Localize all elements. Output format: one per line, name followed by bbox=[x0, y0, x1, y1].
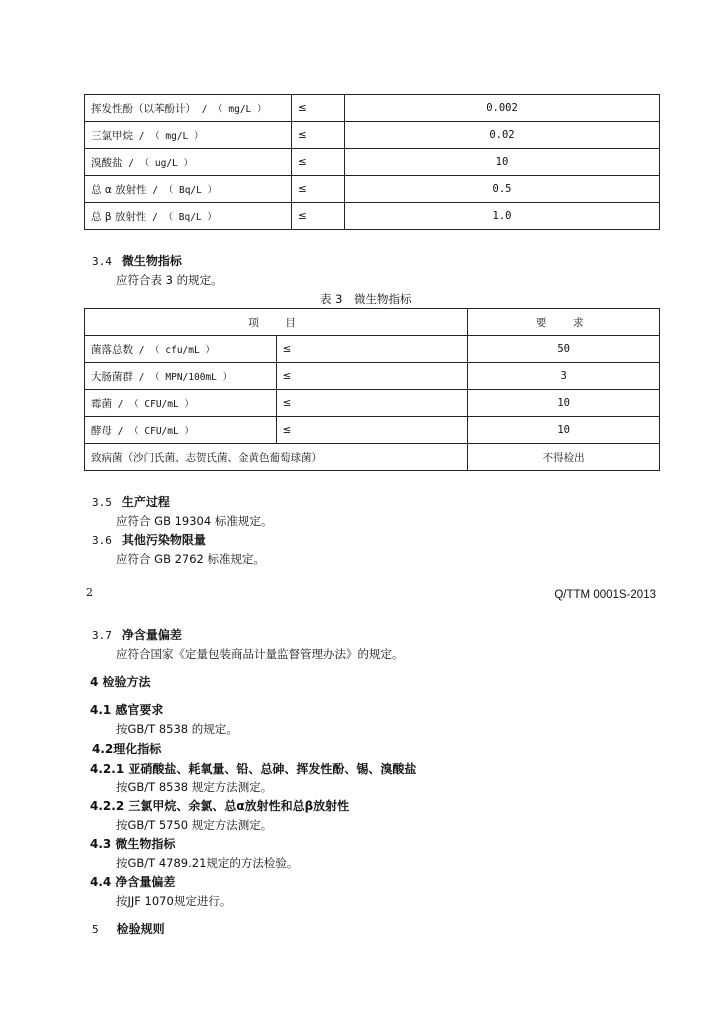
item-name: 菌落总数 bbox=[91, 343, 133, 356]
item-name: 致病菌（沙门氏菌、志贺氏菌、金黄色葡萄球菌） bbox=[85, 444, 468, 471]
item-name: 总 β 放射性 bbox=[91, 210, 147, 223]
table-caption: 表 3 微生物指标 bbox=[320, 292, 412, 306]
item-name: 大肠菌群 bbox=[91, 370, 133, 383]
limit-value: 0.5 bbox=[345, 176, 660, 203]
section-heading-3-7: 3.7 净含量偏差 bbox=[92, 628, 182, 642]
section-heading-4-2: 4.2理化指标 bbox=[92, 742, 162, 756]
section-text-3-7: 应符合国家《定量包装商品计量监督管理办法》的规定。 bbox=[116, 647, 404, 661]
item-unit: / （ Bq/L ） bbox=[146, 211, 217, 223]
indicator-table-continued bbox=[84, 94, 660, 230]
item-unit: / （ CFU/mL ） bbox=[112, 398, 194, 410]
item-unit: / （ CFU/mL ） bbox=[112, 425, 194, 437]
operator: ≤ bbox=[292, 122, 345, 149]
header-item: 项 目 bbox=[85, 309, 468, 336]
table-row bbox=[85, 149, 660, 176]
item-unit: / （ ug/L ） bbox=[122, 157, 193, 169]
section-text-4-2-2: 按GB/T 5750 规定方法测定。 bbox=[116, 818, 273, 832]
limit-value: 50 bbox=[468, 336, 660, 363]
operator: ≤ bbox=[292, 95, 345, 122]
limit-value: 不得检出 bbox=[468, 444, 660, 471]
item-name: 酵母 bbox=[91, 424, 112, 437]
operator: ≤ bbox=[276, 336, 468, 363]
operator: ≤ bbox=[292, 176, 345, 203]
item-name: 三氯甲烷 bbox=[91, 129, 133, 142]
table-row bbox=[85, 390, 660, 417]
microbial-indicator-table bbox=[84, 308, 660, 471]
item-name: 霉菌 bbox=[91, 397, 112, 410]
operator: ≤ bbox=[276, 363, 468, 390]
item-unit: / （ MPN/100mL ） bbox=[133, 371, 233, 383]
section-heading-3-6: 3.6 其他污染物限量 bbox=[92, 533, 206, 547]
item-unit: / （ mg/L ） bbox=[196, 103, 267, 115]
limit-value: 10 bbox=[468, 390, 660, 417]
section-text-4-2-1: 按GB/T 8538 规定方法测定。 bbox=[116, 780, 273, 794]
operator: ≤ bbox=[276, 417, 468, 444]
operator: ≤ bbox=[292, 149, 345, 176]
table-row bbox=[85, 336, 660, 363]
table-row bbox=[85, 95, 660, 122]
limit-value: 3 bbox=[468, 363, 660, 390]
item-name: 总 α 放射性 bbox=[91, 183, 147, 196]
section-text-3-4: 应符合表 3 的规定。 bbox=[116, 273, 223, 287]
limit-value: 0.002 bbox=[345, 95, 660, 122]
section-heading-4-1: 4.1 感官要求 bbox=[90, 703, 164, 717]
table-row bbox=[85, 363, 660, 390]
operator: ≤ bbox=[292, 203, 345, 230]
section-text-4-1: 按GB/T 8538 的规定。 bbox=[116, 722, 238, 736]
section-heading-4-4: 4.4 净含量偏差 bbox=[90, 875, 176, 889]
item-unit: / （ Bq/L ） bbox=[146, 184, 218, 196]
section-text-4-4: 按JJF 1070规定进行。 bbox=[116, 894, 232, 908]
section-text-3-6: 应符合 GB 2762 标准规定。 bbox=[116, 552, 266, 566]
item-unit: / （ mg/L ） bbox=[133, 130, 204, 142]
item-name: 溴酸盐 bbox=[91, 156, 123, 169]
operator: ≤ bbox=[276, 390, 468, 417]
page-number: 2 bbox=[86, 586, 93, 599]
section-heading-3-4: 3.4 微生物指标 bbox=[92, 254, 182, 268]
section-heading-3-5: 3.5 生产过程 bbox=[92, 495, 170, 509]
section-text-4-3: 按GB/T 4789.21规定的方法检验。 bbox=[116, 856, 299, 870]
section-text-3-5: 应符合 GB 19304 标准规定。 bbox=[116, 514, 273, 528]
table-row bbox=[85, 417, 660, 444]
table-header-row bbox=[85, 309, 660, 336]
table-row bbox=[85, 176, 660, 203]
section-heading-5: 5 检验规则 bbox=[92, 922, 165, 936]
limit-value: 1.0 bbox=[345, 203, 660, 230]
section-heading-4-2-1: 4.2.1 亚硝酸盐、耗氧量、铅、总砷、挥发性酚、锡、溴酸盐 bbox=[90, 762, 417, 776]
table-row bbox=[85, 122, 660, 149]
header-requirement: 要 求 bbox=[468, 309, 660, 336]
section-heading-4-2-2: 4.2.2 三氯甲烷、余氯、总α放射性和总β放射性 bbox=[90, 799, 350, 813]
limit-value: 10 bbox=[345, 149, 660, 176]
section-heading-4-3: 4.3 微生物指标 bbox=[90, 837, 176, 851]
limit-value: 0.02 bbox=[345, 122, 660, 149]
item-unit: / （ cfu/mL ） bbox=[133, 344, 215, 356]
table-row bbox=[85, 444, 660, 471]
item-name: 挥发性酚（以苯酚计） bbox=[91, 102, 196, 115]
limit-value: 10 bbox=[468, 417, 660, 444]
table-row bbox=[85, 203, 660, 230]
section-heading-4: 4 检验方法 bbox=[90, 675, 151, 689]
standard-code: Q/TTM 0001S-2013 bbox=[554, 589, 656, 601]
